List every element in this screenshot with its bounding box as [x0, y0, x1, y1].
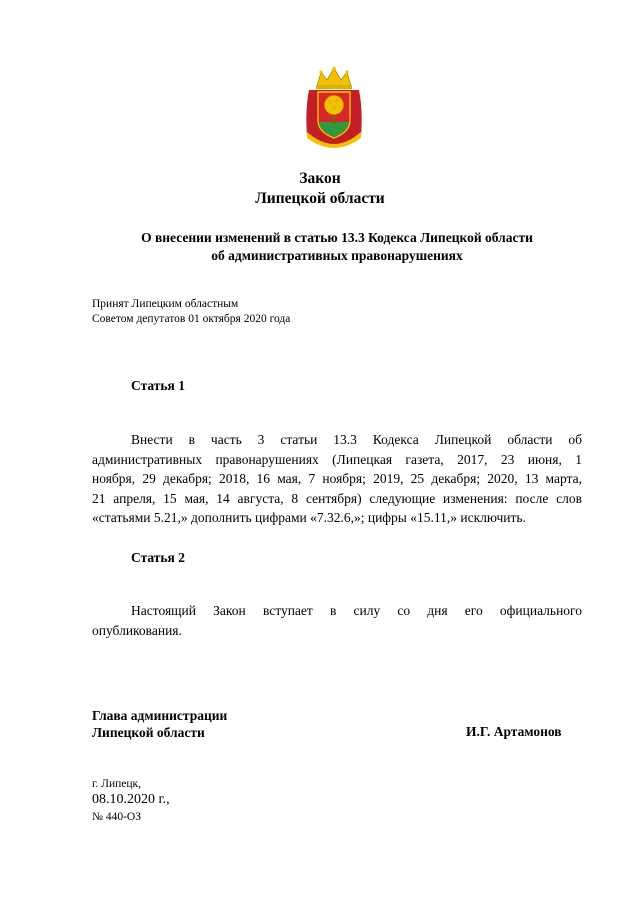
article-2-text [92, 601, 582, 640]
place: г. Липецк, [92, 778, 141, 790]
article-2-line: Настоящий Закон вступает в силу со дня его официального [131, 603, 582, 618]
signatory-title-line-2: Липецкой области [92, 725, 205, 740]
article-1-line: 21 апреля, 15 мая, 14 августа, 8 сентября) следующие изменения: после слов [92, 490, 582, 506]
signatory-title-line-1: Глава администрации [92, 708, 228, 723]
article-1-line: Внести в часть 3 статьи 13.3 Кодекса Липецкой области об [131, 432, 582, 447]
adoption-note-line-2: Советом депутатов 01 октября 2020 года [92, 313, 291, 325]
law-subject-line-2: об административных правонарушениях [211, 248, 463, 263]
law-subject [92, 229, 582, 265]
article-1-line: «статьями 5.21,» дополнить цифрами «7.32.6,»; цифры «15.11,» исключить. [92, 510, 526, 525]
signatory-title [92, 707, 227, 741]
law-region: Липецкой области [255, 190, 385, 207]
article-1-line: ноября, 29 декабря; 2018, 16 мая, 7 ноября; 2019, 25 декабря; 2020, 13 марта, [92, 471, 582, 486]
law-subject-line-1: О внесении изменений в статью 13.3 Кодекса Липецкой области [141, 230, 533, 245]
article-1-text [92, 430, 582, 528]
law-number: № 440-ОЗ [92, 811, 141, 823]
law-title: Закон [299, 170, 341, 187]
article-1-line: административных правонарушениях (Липецкая газета, 2017, 23 июня, 1 [92, 451, 582, 467]
adoption-note [92, 297, 290, 327]
coat-of-arms-icon [303, 66, 365, 148]
article-2-heading: Статья 2 [131, 550, 185, 565]
date: 08.10.2020 г., [92, 792, 170, 807]
adoption-note-line-1: Принят Липецким областным [92, 298, 239, 310]
signatory-name: И.Г. Артамонов [466, 724, 562, 739]
article-1-heading: Статья 1 [131, 378, 185, 393]
article-2-line: опубликования. [92, 622, 182, 638]
